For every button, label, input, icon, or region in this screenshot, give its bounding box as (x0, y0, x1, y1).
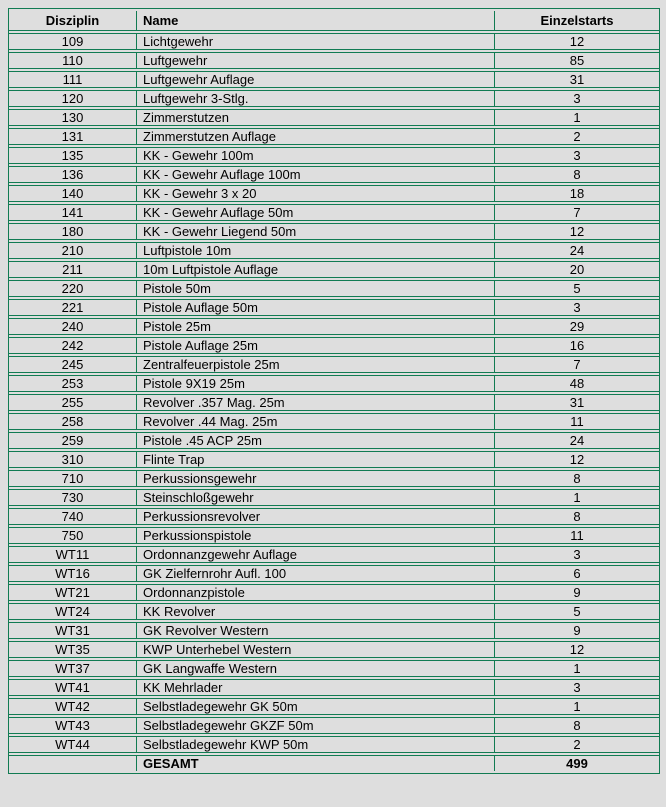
cell-einzelstarts: 48 (495, 375, 659, 392)
cell-disziplin: 245 (9, 356, 137, 373)
cell-disziplin: 211 (9, 261, 137, 278)
cell-disziplin: 180 (9, 223, 137, 240)
total-row-value: 499 (495, 755, 659, 771)
table-row (9, 698, 659, 715)
table-row (9, 660, 659, 677)
table-row (9, 736, 659, 753)
cell-einzelstarts: 7 (495, 204, 659, 221)
cell-einzelstarts: 12 (495, 451, 659, 468)
cell-einzelstarts: 2 (495, 736, 659, 753)
table-row (9, 413, 659, 430)
cell-name: Zimmerstutzen (137, 109, 495, 126)
cell-einzelstarts: 85 (495, 52, 659, 69)
table-row (9, 33, 659, 50)
cell-name: KK Revolver (137, 603, 495, 620)
cell-disziplin: 109 (9, 33, 137, 50)
cell-disziplin: 220 (9, 280, 137, 297)
cell-name: Luftpistole 10m (137, 242, 495, 259)
cell-einzelstarts: 16 (495, 337, 659, 354)
cell-name: Selbstladegewehr GKZF 50m (137, 717, 495, 734)
cell-disziplin: 253 (9, 375, 137, 392)
table-row (9, 451, 659, 468)
cell-einzelstarts: 5 (495, 603, 659, 620)
cell-name: 10m Luftpistole Auflage (137, 261, 495, 278)
table-row (9, 375, 659, 392)
cell-disziplin: 310 (9, 451, 137, 468)
cell-name: Perkussionsrevolver (137, 508, 495, 525)
cell-name: Flinte Trap (137, 451, 495, 468)
cell-name: Steinschloßgewehr (137, 489, 495, 506)
cell-disziplin: 141 (9, 204, 137, 221)
table-row (9, 432, 659, 449)
cell-einzelstarts: 8 (495, 470, 659, 487)
table-row (9, 527, 659, 544)
table-row (9, 166, 659, 183)
cell-einzelstarts: 8 (495, 717, 659, 734)
cell-name: Pistole Auflage 25m (137, 337, 495, 354)
cell-name: Selbstladegewehr GK 50m (137, 698, 495, 715)
cell-disziplin: WT24 (9, 603, 137, 620)
table-row (9, 280, 659, 297)
cell-disziplin: WT42 (9, 698, 137, 715)
table-row (9, 299, 659, 316)
cell-name: Zentralfeuerpistole 25m (137, 356, 495, 373)
column-header-einzelstarts: Einzelstarts (495, 11, 659, 31)
table-row (9, 90, 659, 107)
cell-name: Lichtgewehr (137, 33, 495, 50)
cell-einzelstarts: 2 (495, 128, 659, 145)
cell-einzelstarts: 3 (495, 679, 659, 696)
table-row (9, 223, 659, 240)
cell-name: Revolver .44 Mag. 25m (137, 413, 495, 430)
cell-einzelstarts: 12 (495, 33, 659, 50)
cell-name: KK - Gewehr Auflage 100m (137, 166, 495, 183)
cell-name: Zimmerstutzen Auflage (137, 128, 495, 145)
total-row-empty-cell (9, 755, 137, 771)
table-header (9, 11, 659, 31)
cell-name: KK - Gewehr 100m (137, 147, 495, 164)
table-row (9, 147, 659, 164)
cell-disziplin: 110 (9, 52, 137, 69)
cell-disziplin: WT11 (9, 546, 137, 563)
table-footer (9, 755, 659, 771)
table-row (9, 470, 659, 487)
cell-einzelstarts: 5 (495, 280, 659, 297)
cell-disziplin: 120 (9, 90, 137, 107)
cell-einzelstarts: 1 (495, 109, 659, 126)
cell-name: Pistole 50m (137, 280, 495, 297)
table-row (9, 261, 659, 278)
cell-einzelstarts: 12 (495, 641, 659, 658)
cell-disziplin: 111 (9, 71, 137, 88)
table-row (9, 603, 659, 620)
disciplines-starts-table (8, 8, 660, 774)
cell-name: Revolver .357 Mag. 25m (137, 394, 495, 411)
table-row (9, 565, 659, 582)
total-row-label: GESAMT (137, 755, 495, 771)
header-row (9, 11, 659, 31)
total-row (9, 755, 659, 771)
cell-einzelstarts: 31 (495, 394, 659, 411)
table-row (9, 622, 659, 639)
cell-einzelstarts: 6 (495, 565, 659, 582)
cell-disziplin: WT43 (9, 717, 137, 734)
cell-disziplin: WT41 (9, 679, 137, 696)
table-row (9, 546, 659, 563)
cell-name: GK Langwaffe Western (137, 660, 495, 677)
cell-disziplin: 140 (9, 185, 137, 202)
cell-name: KK - Gewehr 3 x 20 (137, 185, 495, 202)
cell-einzelstarts: 20 (495, 261, 659, 278)
cell-disziplin: 255 (9, 394, 137, 411)
cell-name: Luftgewehr (137, 52, 495, 69)
table-row (9, 242, 659, 259)
cell-disziplin: 710 (9, 470, 137, 487)
cell-disziplin: 242 (9, 337, 137, 354)
cell-einzelstarts: 24 (495, 432, 659, 449)
table-row (9, 71, 659, 88)
cell-einzelstarts: 3 (495, 90, 659, 107)
cell-einzelstarts: 3 (495, 299, 659, 316)
cell-name: KK - Gewehr Liegend 50m (137, 223, 495, 240)
table-row (9, 584, 659, 601)
cell-name: KK - Gewehr Auflage 50m (137, 204, 495, 221)
table-row (9, 394, 659, 411)
cell-disziplin: 259 (9, 432, 137, 449)
table-row (9, 109, 659, 126)
column-header-disziplin: Disziplin (9, 11, 137, 31)
cell-einzelstarts: 3 (495, 546, 659, 563)
cell-disziplin: 135 (9, 147, 137, 164)
cell-disziplin: WT35 (9, 641, 137, 658)
cell-disziplin: 258 (9, 413, 137, 430)
cell-disziplin: 221 (9, 299, 137, 316)
cell-einzelstarts: 29 (495, 318, 659, 335)
column-header-name: Name (137, 11, 495, 31)
table-row (9, 185, 659, 202)
cell-name: Perkussionsgewehr (137, 470, 495, 487)
table-row (9, 128, 659, 145)
table-row (9, 204, 659, 221)
cell-einzelstarts: 3 (495, 147, 659, 164)
cell-disziplin: WT37 (9, 660, 137, 677)
cell-disziplin: WT16 (9, 565, 137, 582)
cell-name: Ordonnanzpistole (137, 584, 495, 601)
cell-disziplin: 750 (9, 527, 137, 544)
cell-disziplin: 240 (9, 318, 137, 335)
cell-name: Selbstladegewehr KWP 50m (137, 736, 495, 753)
cell-einzelstarts: 8 (495, 508, 659, 525)
table-row (9, 318, 659, 335)
cell-name: KK Mehrlader (137, 679, 495, 696)
cell-name: Luftgewehr 3-Stlg. (137, 90, 495, 107)
cell-disziplin: 130 (9, 109, 137, 126)
table-body (9, 33, 659, 753)
table-row (9, 337, 659, 354)
cell-einzelstarts: 18 (495, 185, 659, 202)
cell-einzelstarts: 9 (495, 622, 659, 639)
table-row (9, 717, 659, 734)
cell-einzelstarts: 1 (495, 660, 659, 677)
cell-einzelstarts: 11 (495, 527, 659, 544)
table-row (9, 508, 659, 525)
cell-disziplin: WT21 (9, 584, 137, 601)
cell-einzelstarts: 7 (495, 356, 659, 373)
cell-disziplin: 136 (9, 166, 137, 183)
cell-disziplin: WT31 (9, 622, 137, 639)
table-row (9, 356, 659, 373)
table-row (9, 641, 659, 658)
cell-name: Pistole Auflage 50m (137, 299, 495, 316)
table-row (9, 679, 659, 696)
cell-name: Pistole .45 ACP 25m (137, 432, 495, 449)
cell-einzelstarts: 11 (495, 413, 659, 430)
cell-name: GK Zielfernrohr Aufl. 100 (137, 565, 495, 582)
cell-einzelstarts: 24 (495, 242, 659, 259)
cell-einzelstarts: 1 (495, 698, 659, 715)
cell-name: KWP Unterhebel Western (137, 641, 495, 658)
cell-disziplin: 131 (9, 128, 137, 145)
cell-name: Pistole 25m (137, 318, 495, 335)
table-row (9, 52, 659, 69)
cell-name: Ordonnanzgewehr Auflage (137, 546, 495, 563)
table-row (9, 489, 659, 506)
cell-disziplin: 210 (9, 242, 137, 259)
cell-name: GK Revolver Western (137, 622, 495, 639)
cell-einzelstarts: 31 (495, 71, 659, 88)
cell-disziplin: WT44 (9, 736, 137, 753)
cell-name: Pistole 9X19 25m (137, 375, 495, 392)
cell-disziplin: 740 (9, 508, 137, 525)
cell-einzelstarts: 1 (495, 489, 659, 506)
cell-einzelstarts: 9 (495, 584, 659, 601)
cell-einzelstarts: 8 (495, 166, 659, 183)
cell-disziplin: 730 (9, 489, 137, 506)
cell-einzelstarts: 12 (495, 223, 659, 240)
cell-name: Perkussionspistole (137, 527, 495, 544)
cell-name: Luftgewehr Auflage (137, 71, 495, 88)
